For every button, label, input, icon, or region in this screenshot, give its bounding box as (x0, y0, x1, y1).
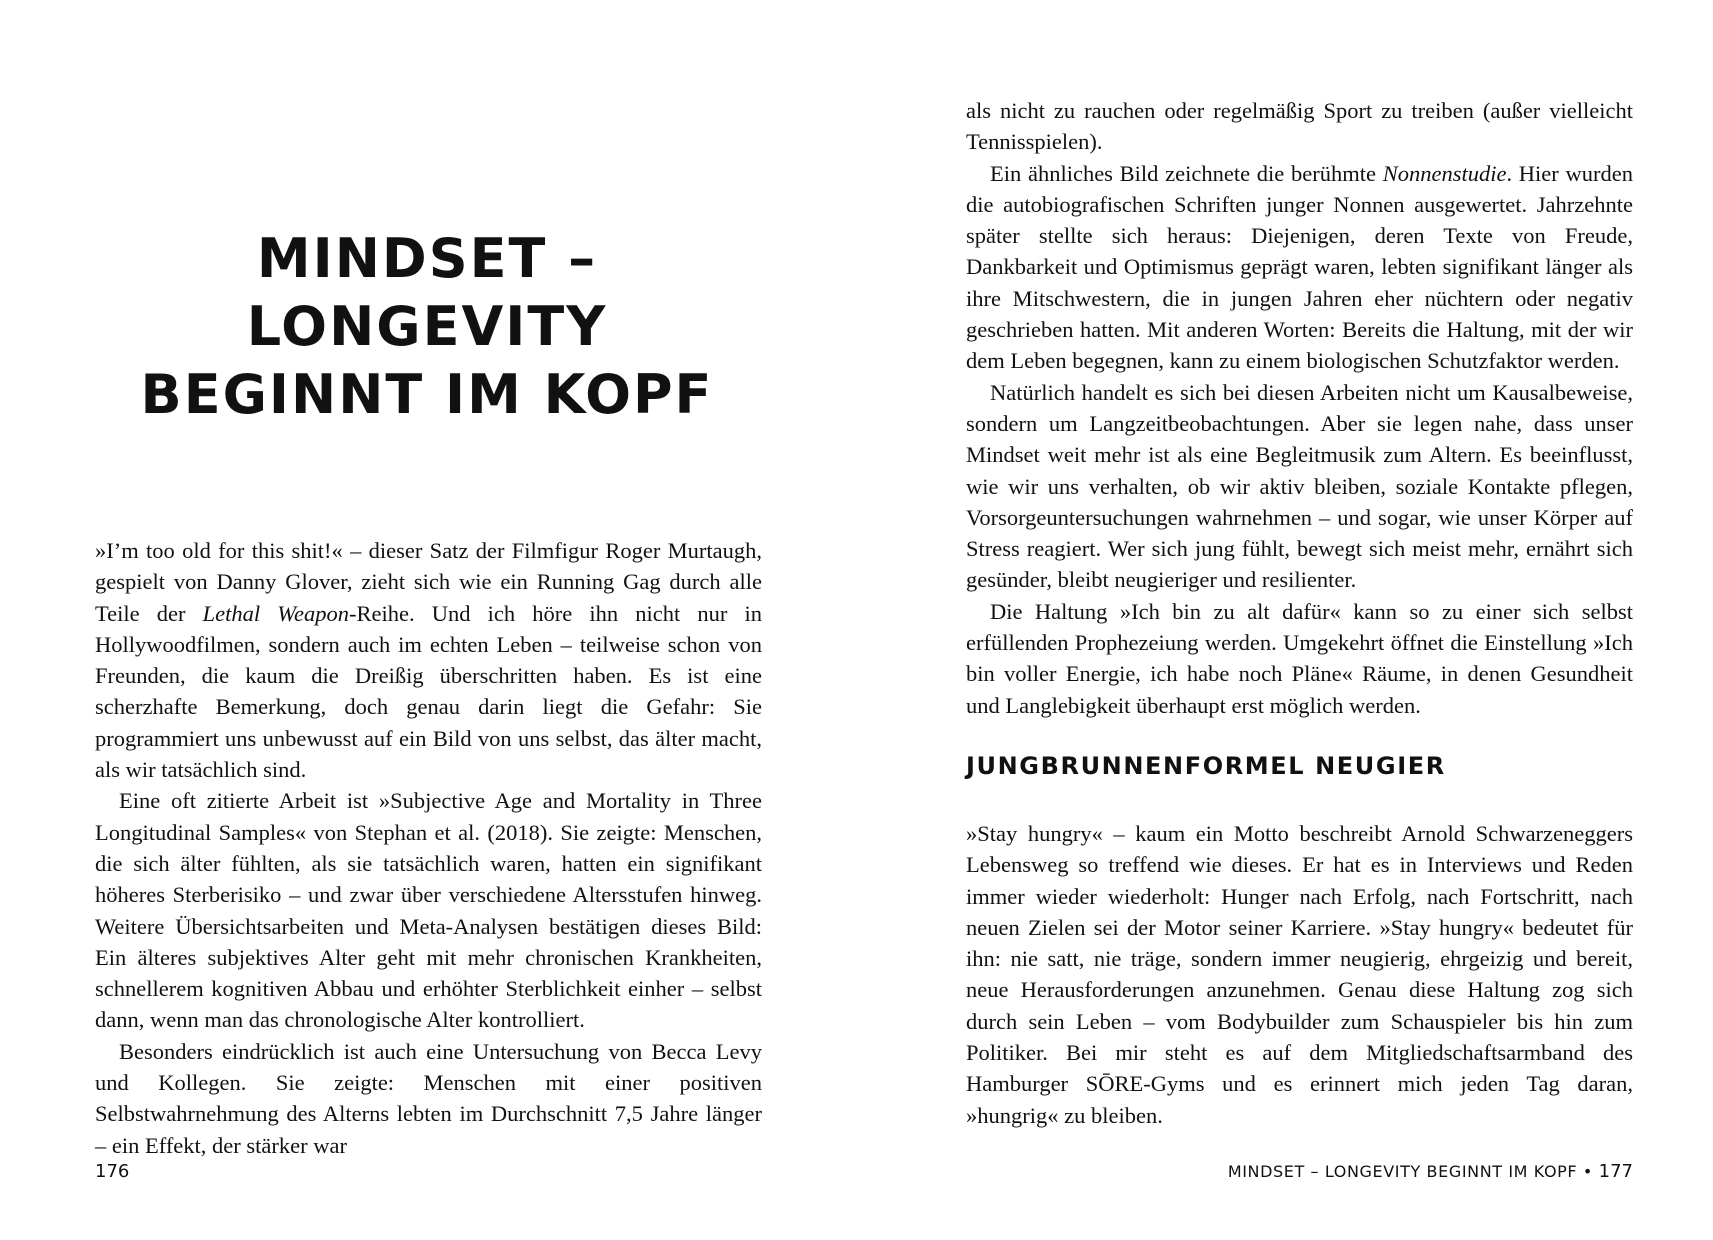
paragraph: »Stay hungry« – kaum ein Motto beschreibt Arnold Schwarzeneggers Lebensweg so treffend wie dieses. Er hat es in Interviews und Reden immer wieder wiederholt: Hunger nach Erfolg, nach Fortschritt, nach neuen Zielen sei der Motor seiner Karriere. »Stay hungry« bedeutet für ihn: nie satt, nie träge, sondern immer neugierig, ehrgeizig und bereit, neue Herausforderungen anzunehmen. Genau diese Haltung zog sich durch sein Leben – vom Bodybuilder zum Schauspieler bis hin zum Politiker. Bei mir steht es auf dem Mitgliedschaftsarmband des Hamburger SŌRE-Gyms und es erinnert mich jeden Tag daran, »hungrig« zu bleiben. (966, 821, 1633, 1128)
page-number-left: 176 (95, 1161, 130, 1182)
paragraph: Besonders eindrücklich ist auch eine Untersuchung von Becca Levy und Kollegen. Sie zeigte: Menschen mit einer positiven Selbstwahrnehmung des Alterns lebten im Durchschnitt 7,5 Jahre länger – ein Effekt, der stärker war (95, 1038, 762, 1158)
section-heading: JUNGBRUNNENFORMEL NEUGIER (966, 752, 1446, 780)
paragraph (966, 158, 1633, 377)
running-footer (1228, 1161, 1633, 1182)
running-head: MINDSET – LONGEVITY BEGINNT IM KOPF (1227, 1162, 1578, 1181)
study-name: Nonnenstudie (1382, 160, 1507, 186)
left-page (0, 0, 856, 1240)
paragraph-text: »I’m too old for this shit!« – dieser Satz der Filmfigur Roger Murtaugh, gespielt von Danny Glover, zieht sich wie ein Running Gag durch alle Teile der (95, 538, 762, 626)
folio-separator: • (1582, 1162, 1593, 1181)
paragraph-text: . Hier wurden die autobiografischen Schriften junger Nonnen ausgewertet. Jahrzehnte später stellte sich heraus: Diejenigen, deren Texte von Freude, Dankbarkeit und Optimismus geprägt waren, lebten signifikant länger als ihre Mitschwestern, die in jungen Jahren eher nüchtern oder negativ geschrieben hatten. Mit anderen Worten: Bereits die Haltung, mit der wir dem Leben begegnen, kann zu einem biologischen Schutzfaktor werden. (966, 160, 1633, 374)
chapter-title (95, 225, 759, 429)
film-title: Lethal Weapon (202, 600, 349, 626)
paragraph (95, 535, 762, 785)
paragraph: Natürlich handelt es sich bei diesen Arbeiten nicht um Kausalbeweise, sondern um Langzeitbeobachtungen. Aber sie legen nahe, dass unser Mindset weit mehr ist als eine Begleitmusik zum Altern. Es beeinflusst, wie wir uns verhalten, ob wir aktiv bleiben, soziale Kontakte pflegen, Vorsorgeuntersuchungen wahrnehmen – und sogar, wie unser Körper auf Stress reagiert. Wer sich jung fühlt, bewegt sich meist mehr, ernährt sich gesünder, bleibt neugieriger und resilienter. (966, 379, 1633, 593)
paragraph-text: Ein ähnliches Bild zeichnete die berühmte (990, 160, 1383, 186)
right-body-text-bottom (966, 818, 1633, 1131)
page-number-right: 177 (1598, 1161, 1633, 1182)
paragraph: Die Haltung »Ich bin zu alt dafür« kann so zu einer sich selbst erfüllenden Prophezeiung werden. Umgekehrt öffnet die Einstellung »Ich bin voller Energie, ich habe noch Pläne« Räume, in denen Gesundheit und Langlebigkeit überhaupt erst möglich werden. (966, 598, 1633, 718)
paragraph-text: -Reihe. Und ich höre ihn nicht nur in Hollywoodfilmen, sondern auch im echten Leben – teilweise schon von Freunden, die kaum die Dreißig überschritten haben. Es ist eine scherzhafte Bemerkung, doch genau darin liegt die Gefahr: Sie programmiert uns unbewusst auf ein Bild von uns selbst, das älter macht, als wir tatsächlich sind. (95, 600, 762, 783)
left-body-text (95, 535, 762, 1161)
chapter-title-line-3: BEGINNT IM KOPF (140, 363, 714, 426)
paragraph: als nicht zu rauchen oder regelmäßig Sport zu treiben (außer vielleicht Tennisspielen). (966, 98, 1633, 155)
paragraph: Eine oft zitierte Arbeit ist »Subjective Age and Mortality in Three Longitudinal Samples« von Stephan et al. (2018). Sie zeigte: Menschen, die sich älter fühlten, als sie tatsächlich waren, hatten ein signifikant höheres Sterberisiko – und zwar über verschiedene Altersstufen hinweg. Weitere Übersichtsarbeiten und Meta-Analysen bestätigen dieses Bild: Ein älteres subjektives Alter geht mit mehr chronischen Krankheiten, schnellerem kognitiven Abbau und erhöhter Sterblichkeit einher – selbst dann, wenn man das chronologische Alter kontrolliert. (95, 788, 762, 1033)
chapter-title-line-1: MINDSET – (256, 227, 598, 290)
right-body-text-top (966, 95, 1633, 721)
right-page (856, 0, 1713, 1240)
chapter-title-line-2: LONGEVITY (246, 295, 608, 358)
